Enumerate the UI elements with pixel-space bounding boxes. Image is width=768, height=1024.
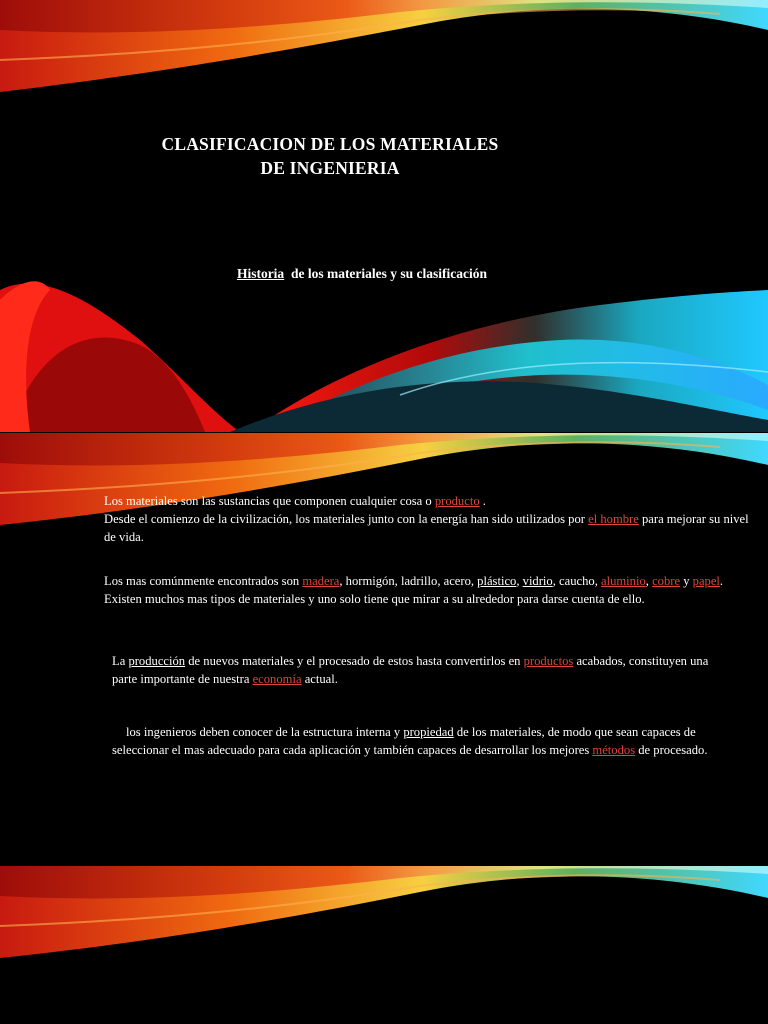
link-vidrio[interactable]: vidrio xyxy=(522,574,553,588)
title-line-1: CLASIFICACION DE LOS MATERIALES xyxy=(161,134,499,154)
link-propiedad[interactable]: propiedad xyxy=(403,725,454,739)
subtitle-text: de los materiales y su clasificación xyxy=(290,266,488,281)
link-aluminio[interactable]: aluminio xyxy=(601,574,646,588)
paragraph-3: La producción de nuevos materiales y el procesado de estos hasta convertirlos en productos acabados, constituyen una parte importante de nuestra economía actual. xyxy=(112,654,709,686)
link-productos[interactable]: productos xyxy=(523,654,574,668)
paragraph-4: los ingenieros deben conocer de la estructura interna y propiedad de los materiales, de modo que sean capaces de seleccionar el mas adecuado para cada aplicación y también capaces de desarrollar los mejores métodos de procesado. xyxy=(112,725,708,757)
link-metodos[interactable]: métodos xyxy=(592,743,636,757)
link-economia[interactable]: economía xyxy=(252,672,302,686)
link-cobre[interactable]: cobre xyxy=(652,574,681,588)
paragraph-2: Los mas comúnmente encontrados son madera, hormigón, ladrillo, acero, plástico, vidrio, caucho, aluminio, cobre y papel. Existen muchos mas tipos de materiales y uno solo tiene que mirar a su alrededor para darse cuenta de ello. xyxy=(104,574,724,606)
title-line-2: DE INGENIERIA xyxy=(260,158,400,178)
historia-link[interactable]: Historia xyxy=(236,266,285,281)
slide-background-graphic xyxy=(0,866,768,1024)
link-el-hombre[interactable]: el hombre xyxy=(588,512,639,526)
paragraph-1: Los materiales son las sustancias que componen cualquier cosa o producto . Desde el comienzo de la civilización, los materiales junto con la energía han sido utilizados por el hombre para mejorar su nivel de vida. xyxy=(104,494,749,544)
content-slide xyxy=(0,433,768,865)
slide-background-graphic xyxy=(0,0,768,432)
slide-subtitle xyxy=(140,266,584,282)
link-papel[interactable]: papel xyxy=(692,574,720,588)
link-plastico[interactable]: plástico xyxy=(477,574,517,588)
link-produccion[interactable]: producción xyxy=(128,654,186,668)
link-madera[interactable]: madera xyxy=(302,574,340,588)
slide-title xyxy=(130,132,530,180)
link-producto[interactable]: producto xyxy=(434,494,480,508)
next-slide-partial xyxy=(0,866,768,1024)
title-slide xyxy=(0,0,768,432)
